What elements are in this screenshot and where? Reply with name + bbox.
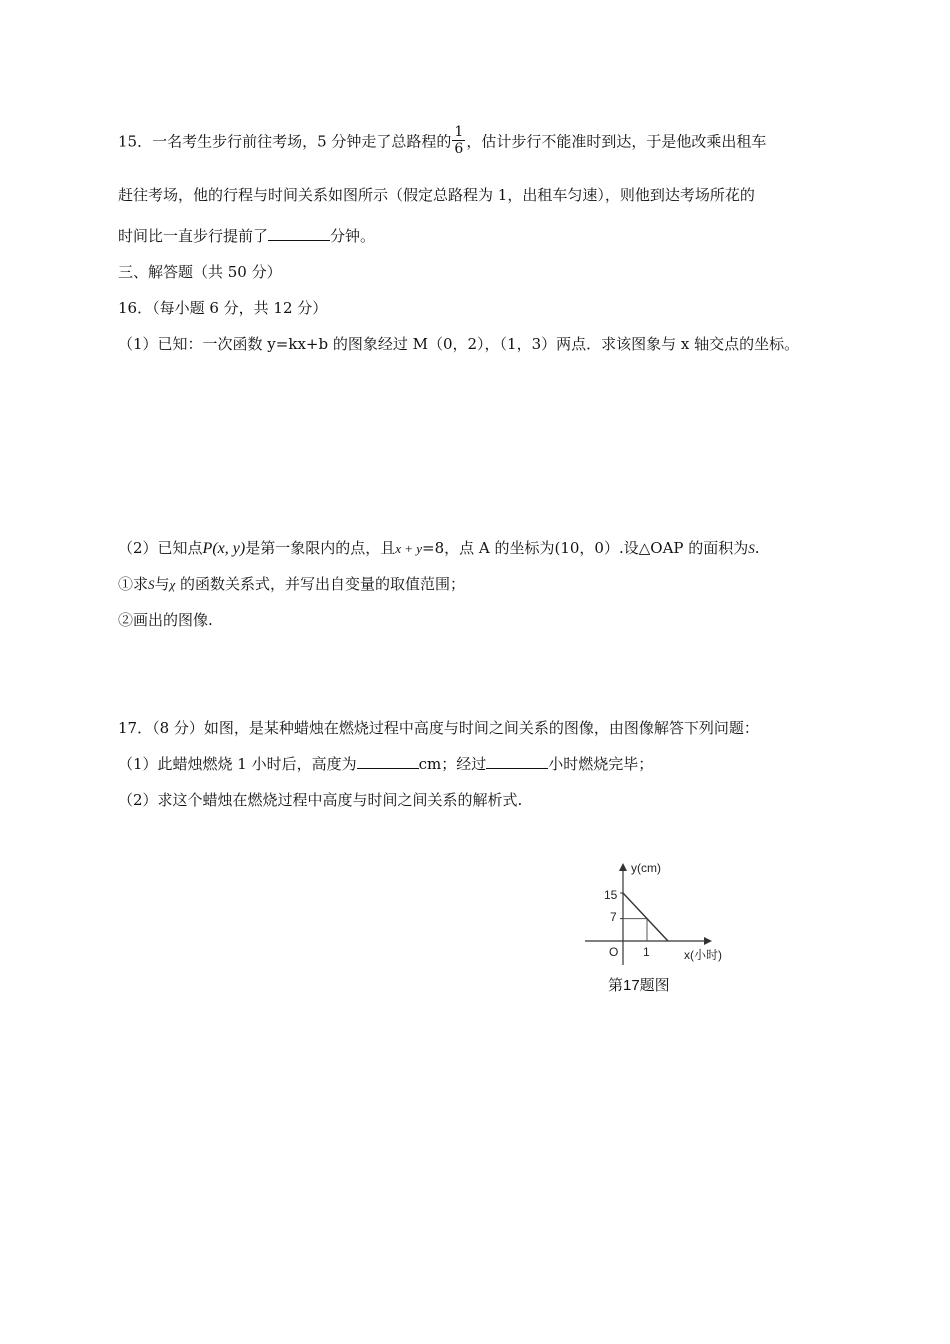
q16-part1: （1）已知：一次函数 y=kx+b 的图象经过 M（0，2），（1，3）两点．求该图象与 x 轴交点的坐标。 (118, 335, 800, 353)
q17-part1-text-b: cm；经过 (418, 755, 487, 773)
series-line (623, 893, 668, 941)
q16-part2 (118, 538, 760, 559)
q15-line3 (118, 226, 375, 246)
y-tick-7: 7 (610, 910, 617, 924)
q17-hours-blank[interactable] (486, 754, 548, 769)
q16-item1-text-a: ①求 (118, 575, 149, 593)
q15-line3-text-a: 时间比一直步行提前了 (118, 227, 269, 245)
item1-s-math: S (148, 577, 155, 592)
x-axis-arrow-icon (704, 937, 712, 945)
q17-part1-text-a: （1）此蜡烛燃烧 1 小时后，高度为 (118, 755, 357, 773)
x-axis-label: x(小时) (684, 948, 722, 962)
q16-part2-text-a: （2）已知点 (118, 539, 203, 557)
y-tick-15: 15 (604, 888, 618, 902)
origin-label: O (609, 945, 619, 959)
q16-item1-text-c: 的函数关系式，并写出自变量的取值范围； (175, 575, 466, 593)
q16-header: 16．（每小题 6 分，共 12 分） (118, 299, 328, 317)
q16-item1 (118, 574, 465, 595)
fraction-denominator: 6 (454, 141, 464, 157)
section3-heading: 三、解答题（共 50 分） (118, 263, 282, 281)
q16-item1-text-b: 与 (154, 575, 170, 593)
fraction-numerator: 1 (454, 124, 464, 140)
item1-x-math: χ (169, 577, 176, 592)
q17-height-blank[interactable] (357, 754, 419, 769)
q16-item2: ②画出的图像. (118, 611, 213, 629)
q15-text-part2: ，估计步行不能准时到达，于是他改乘出租车 (466, 132, 767, 151)
q16-part2-text-c: =8，点 A 的坐标为(10，0）.设△OAP 的面积为 (422, 539, 749, 557)
q17-header: 17．（8 分）如图，是某种蜡烛在燃烧过程中高度与时间之间关系的图像，由图像解答下列问题： (118, 719, 759, 737)
q15-text-part1: 15．一名考生步行前往考场，5 分钟走了总路程的 (118, 132, 452, 151)
fraction-one-sixth (452, 124, 465, 157)
q17-figure (580, 855, 750, 1005)
q15-line3-text-b: 分钟。 (330, 227, 376, 245)
y-axis-label: y(cm) (631, 861, 661, 875)
chart-marks (620, 893, 668, 941)
q16-part2-text-b: 是第一象限内的点，且 (245, 539, 396, 557)
point-p-math: P(x, y) (202, 540, 246, 557)
figure-caption: 第17题图 (608, 977, 670, 994)
x-tick-1: 1 (643, 945, 650, 959)
q17-part1 (118, 754, 653, 774)
q17-part1-text-c: 小时燃烧完毕； (548, 755, 654, 773)
area-s-math: S (748, 541, 755, 556)
y-axis-arrow-icon (619, 863, 627, 871)
q16-part2-end: . (754, 539, 760, 557)
q15-line1 (118, 126, 766, 159)
q15-line2: 赶往考场，他的行程与时间关系如图所示（假定总路程为 1，出租车匀速），则他到达考场所花的 (118, 186, 755, 204)
sum-math: x + y (395, 541, 423, 556)
q15-answer-blank[interactable] (268, 226, 330, 241)
q17-part2: （2）求这个蜡烛在燃烧过程中高度与时间之间关系的解析式. (118, 791, 523, 809)
